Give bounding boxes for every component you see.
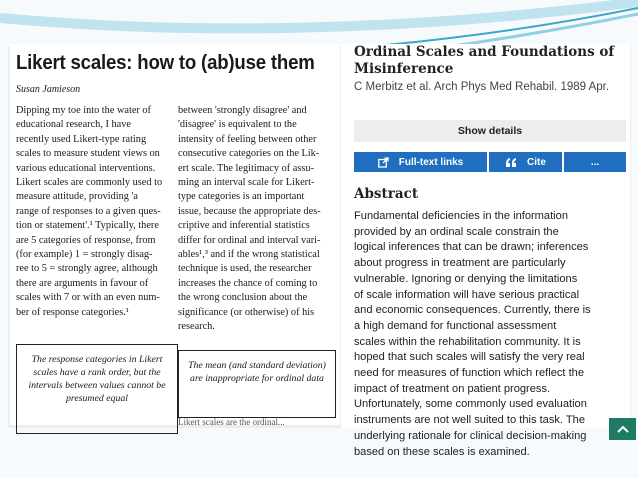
article-line: there are arguments in favour of	[16, 277, 149, 289]
more-actions-button[interactable]: ...	[564, 152, 626, 172]
article-line: 'disagree' is equivalent to the	[178, 119, 297, 131]
pubmed-panel	[341, 44, 630, 458]
chevron-up-icon	[617, 425, 629, 433]
article-line: intensity of feeling between other	[178, 133, 317, 145]
article-line: significance (or otherwise) of his	[178, 306, 315, 318]
article-line: tion or statement'.¹ Typically, there	[16, 220, 159, 232]
external-link-icon	[378, 157, 389, 168]
paper-citation: C Merbitz et al. Arch Phys Med Rehabil. 1989 Apr.	[354, 81, 610, 93]
abstract-line: hoped that such scales will satisfy the very real	[354, 351, 585, 364]
article-line: ming an interval scale for Likert-	[178, 177, 315, 189]
abstract-line: impact of treatment on patient progress.	[354, 382, 551, 395]
abstract-line: and economic consequences. Currently, there is	[354, 304, 591, 317]
abstract-heading: Abstract	[354, 186, 419, 202]
article-title: Likert scales: how to (ab)use them	[16, 52, 315, 74]
abstract-line: Unfortunately, some commonly used evaluation	[354, 398, 587, 411]
article-line: consecutive categories on the Lik-	[178, 148, 320, 160]
abstract-line: about progress in treatment are particularly	[354, 257, 566, 270]
article-line: scales with 7 or with an even num-	[16, 292, 160, 304]
scroll-to-top-button[interactable]	[609, 418, 636, 440]
cite-label: Cite	[527, 156, 546, 168]
article-line: Dipping my toe into the water of	[16, 105, 151, 116]
article-line: various educational interventions.	[16, 162, 156, 174]
article-line: technique is used, the researcher	[178, 263, 312, 275]
article-line: issue, because the appropriate des-	[178, 205, 321, 217]
abstract-line: based on these scales is examined.	[354, 445, 530, 458]
article-line: scales to measure student views on	[16, 148, 160, 160]
abstract-line: underlying rationale for clinical decision-making	[354, 429, 587, 442]
abstract-text	[354, 209, 629, 460]
abstract-line: of scale information will have serious practical	[354, 288, 580, 301]
abstract-line: logical inferences that can be drawn; inferences	[354, 241, 589, 254]
article-line: differ for ordinal and interval vari-	[178, 234, 321, 246]
article-line: criptive and inferential statistics	[178, 220, 310, 232]
show-details-button[interactable]: Show details	[354, 120, 626, 142]
article-line: increases the chance of coming to	[178, 277, 318, 289]
article-line: ber of response categories.¹	[16, 306, 129, 318]
abstract-line: Fundamental deficiencies in the information	[354, 210, 568, 222]
article-author: Susan Jamieson	[16, 84, 81, 95]
abstract-line: a high demand for functional assessment	[354, 319, 557, 332]
article-line: range of responses to a given ques-	[16, 205, 161, 217]
article-line: ert scale. The legitimacy of assu-	[178, 162, 314, 174]
article-line: Likert scales are commonly used to	[16, 177, 163, 189]
article-cutoff-text: Likert scales are the ordinal...	[178, 417, 285, 427]
article-line: recently used Likert-type rating	[16, 133, 147, 145]
action-toolbar	[354, 152, 626, 172]
abstract-line: scales within the rehabilitation community. It is	[354, 335, 581, 348]
pull-quote-1: The response categories in Likert scales have a rank order, but the intervals between values cannot be presumed equal	[16, 344, 178, 434]
article-scan	[10, 44, 340, 425]
abstract-line: vulnerable. Ignoring or denying the limitations	[354, 272, 578, 285]
paper-title: Ordinal Scales and Foundations of Misinference	[354, 44, 615, 77]
article-line: ables¹,³ and if the wrong statistical	[178, 249, 320, 261]
abstract-line: instruments are not well suited to this task. The	[354, 414, 586, 427]
article-column-2	[178, 104, 336, 335]
article-line: measure attitude, providing 'a	[16, 191, 138, 203]
article-line: research.	[178, 321, 215, 333]
cite-button[interactable]	[489, 152, 562, 172]
article-line: (for example) 1 = strongly disag-	[16, 249, 153, 261]
article-line: the wrong conclusion about the	[178, 292, 308, 304]
article-line: ree to 5 = strongly agree, although	[16, 263, 158, 275]
article-column-1	[16, 104, 176, 320]
article-line: between 'strongly disagree' and	[178, 105, 307, 116]
article-line: type categories is an important	[178, 191, 305, 203]
article-line: are 5 categories of response, from	[16, 234, 156, 246]
pull-quote-2: The mean (and standard deviation) are inappropriate for ordinal data	[178, 350, 336, 418]
abstract-line: provided by an ordinal scale constrain the	[354, 225, 559, 238]
quote-icon	[505, 158, 517, 167]
article-line: educational research, I have	[16, 119, 131, 131]
full-text-links-label: Full-text links	[398, 156, 464, 168]
abstract-line: need for measures of function which reflect the	[354, 367, 585, 380]
full-text-links-button[interactable]	[354, 152, 487, 172]
